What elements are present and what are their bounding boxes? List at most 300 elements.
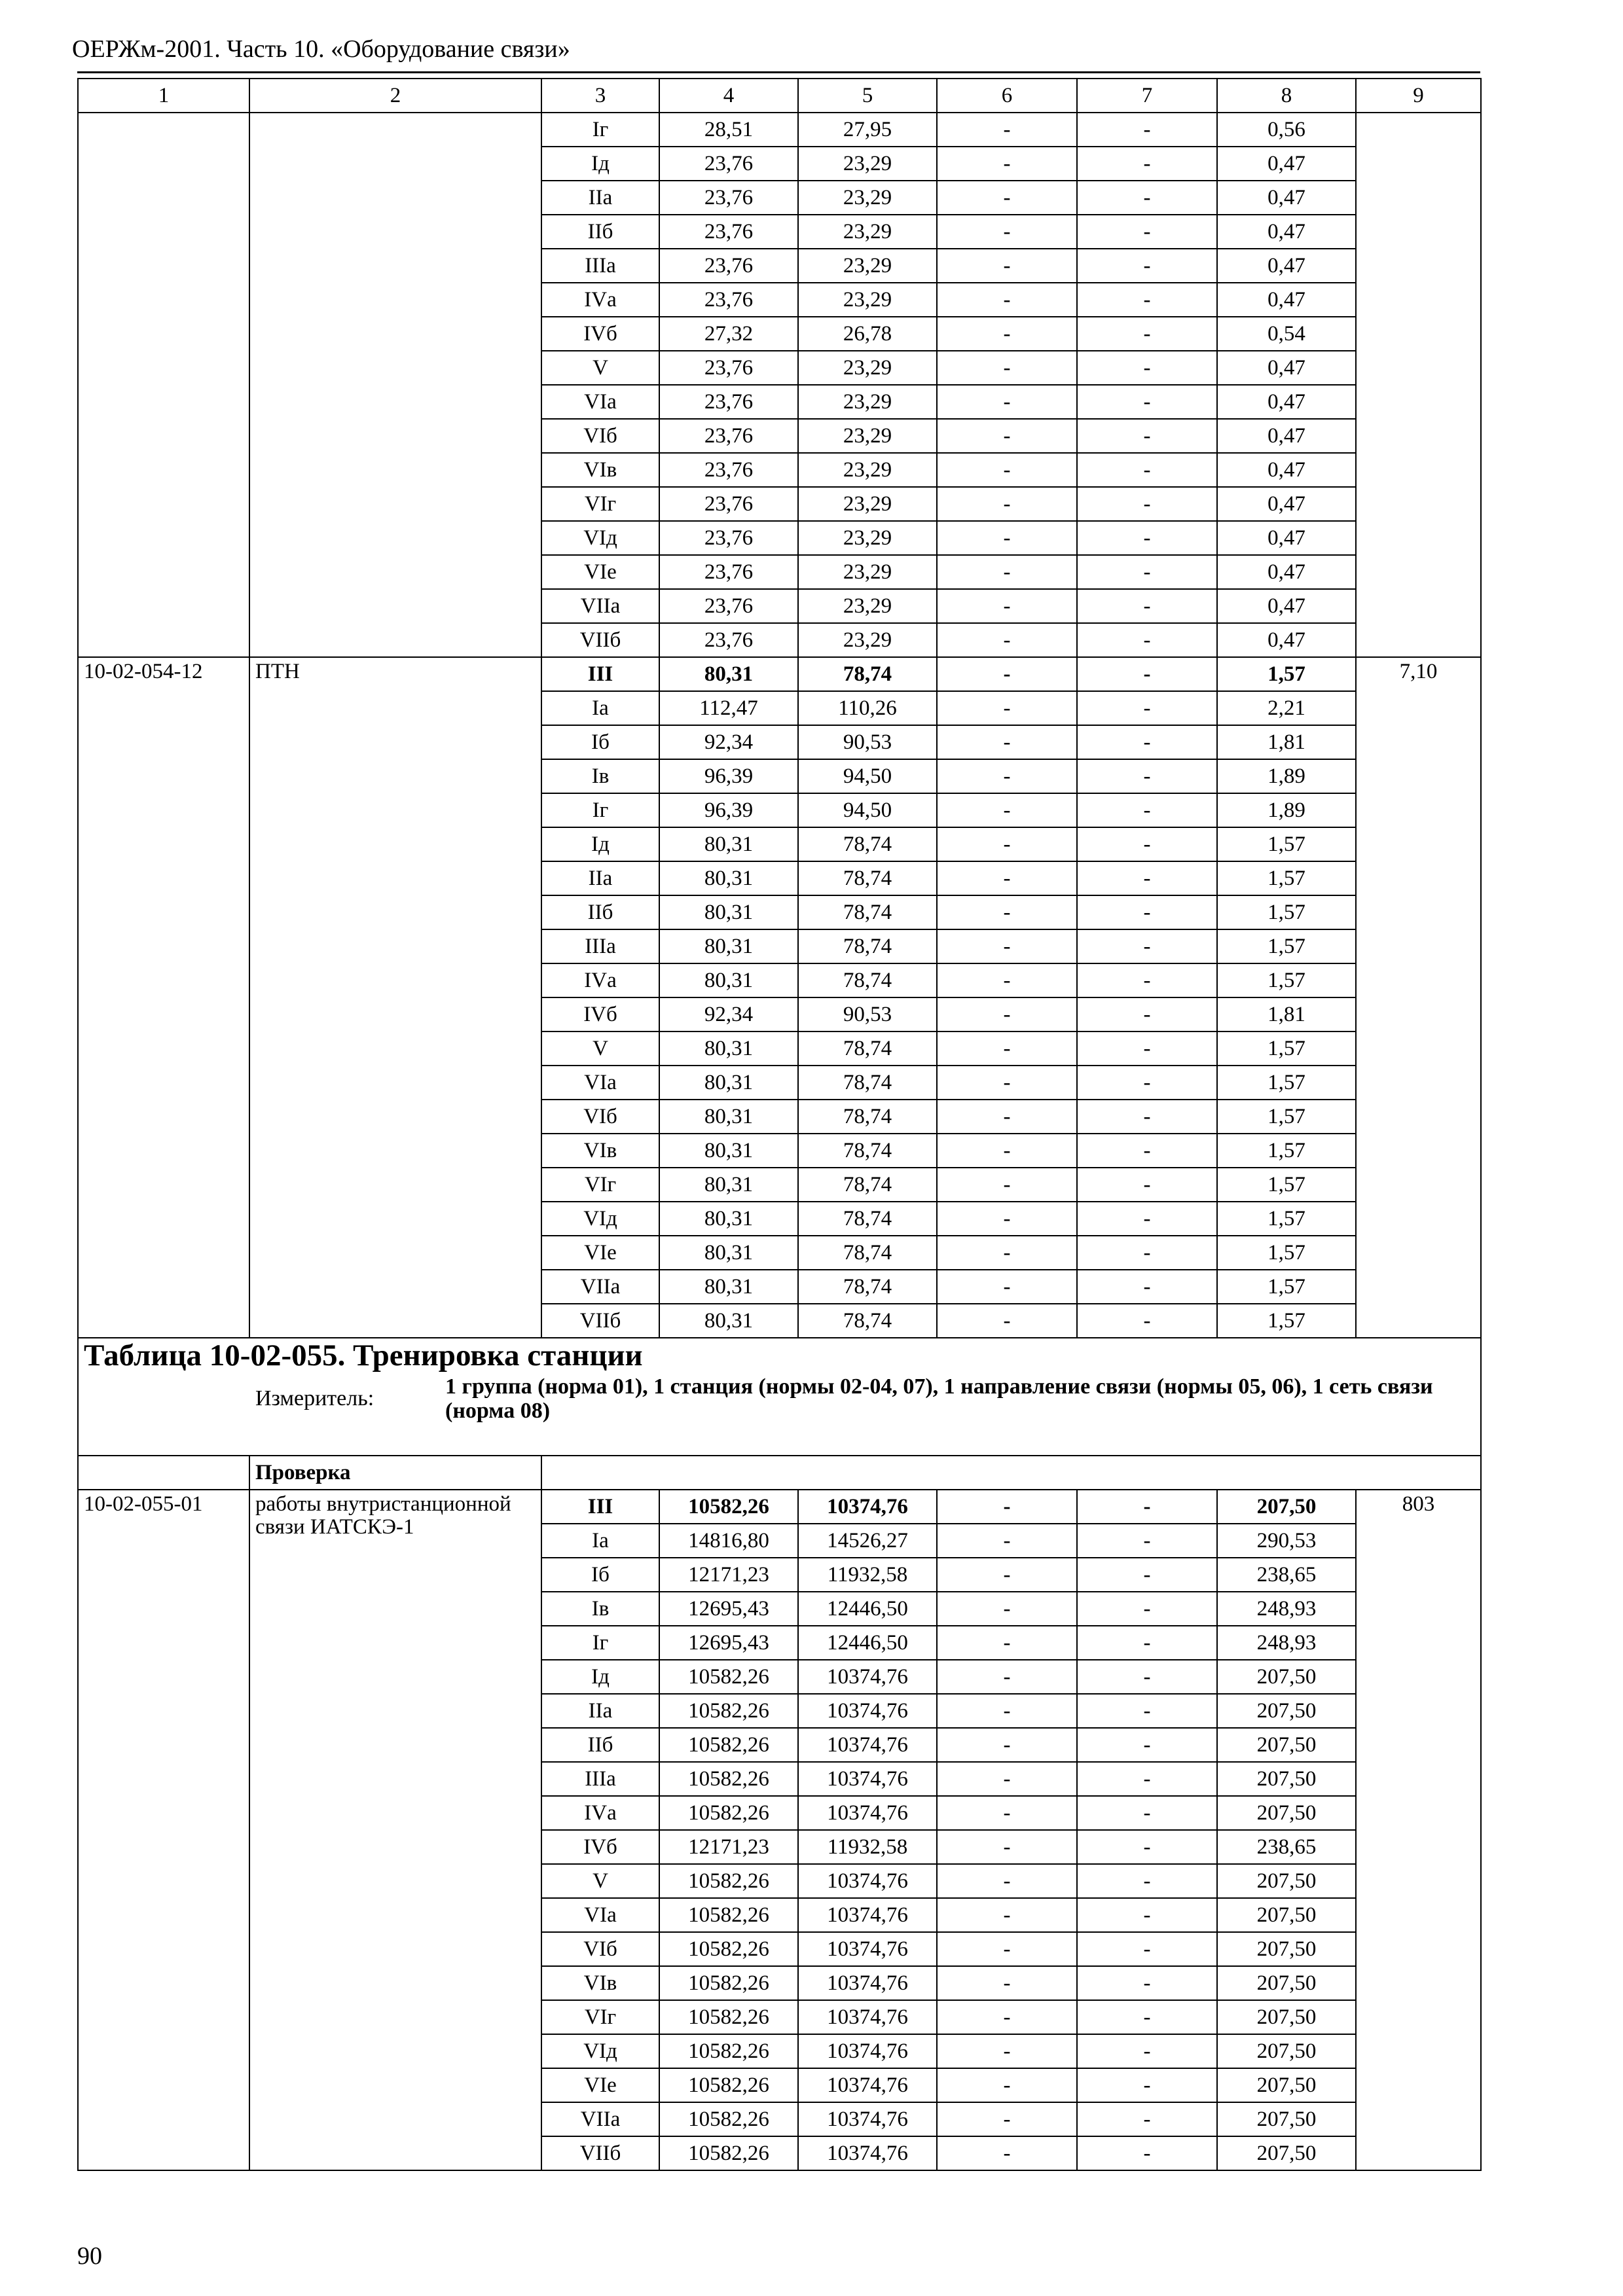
- wage-cell: 10374,76: [798, 1864, 937, 1898]
- machine-cell: -: [937, 827, 1077, 861]
- machine-cell: -: [937, 657, 1077, 691]
- materials-cell: 0,47: [1217, 623, 1356, 657]
- machine-cell: -: [937, 317, 1077, 351]
- col-number: 4: [659, 79, 798, 113]
- machine-cell: -: [937, 419, 1077, 453]
- materials-cell: 1,89: [1217, 759, 1356, 793]
- measurer-cell: [78, 1371, 1481, 1422]
- norm-name-cell: ПТН: [249, 657, 541, 1338]
- zone-cell: III: [541, 1490, 659, 1524]
- total-cost-cell: 80,31: [659, 895, 798, 929]
- total-cost-cell: 80,31: [659, 657, 798, 691]
- operator-wage-cell: -: [1077, 827, 1217, 861]
- total-cost-cell: 92,34: [659, 725, 798, 759]
- table-row: [78, 657, 1481, 691]
- wage-cell: 11932,58: [798, 1830, 937, 1864]
- total-cost-cell: 96,39: [659, 759, 798, 793]
- materials-cell: 207,50: [1217, 1490, 1356, 1524]
- zone-cell: VIб: [541, 1932, 659, 1966]
- machine-cell: -: [937, 691, 1077, 725]
- operator-wage-cell: -: [1077, 1898, 1217, 1932]
- zone-cell: IIа: [541, 1694, 659, 1728]
- materials-cell: 1,57: [1217, 1066, 1356, 1100]
- header-rule: [77, 71, 1480, 73]
- zone-cell: VIв: [541, 1134, 659, 1168]
- total-cost-cell: 23,76: [659, 215, 798, 249]
- materials-cell: 0,47: [1217, 181, 1356, 215]
- column-number-row: [78, 79, 1481, 113]
- materials-cell: 207,50: [1217, 1796, 1356, 1830]
- measurer-label: Измеритель:: [255, 1386, 374, 1410]
- wage-cell: 78,74: [798, 1270, 937, 1304]
- operator-wage-cell: -: [1077, 1524, 1217, 1558]
- zone-cell: V: [541, 351, 659, 385]
- machine-cell: -: [937, 1898, 1077, 1932]
- wage-cell: 78,74: [798, 895, 937, 929]
- materials-cell: 1,81: [1217, 997, 1356, 1031]
- materials-cell: 1,81: [1217, 725, 1356, 759]
- zone-cell: IVа: [541, 1796, 659, 1830]
- machine-cell: -: [937, 623, 1077, 657]
- materials-cell: 0,47: [1217, 555, 1356, 589]
- operator-wage-cell: -: [1077, 1592, 1217, 1626]
- operator-wage-cell: -: [1077, 589, 1217, 623]
- total-cost-cell: 12171,23: [659, 1830, 798, 1864]
- machine-cell: -: [937, 487, 1077, 521]
- operator-wage-cell: -: [1077, 113, 1217, 147]
- operator-wage-cell: -: [1077, 419, 1217, 453]
- total-cost-cell: 23,76: [659, 521, 798, 555]
- machine-cell: -: [937, 963, 1077, 997]
- materials-cell: 207,50: [1217, 1932, 1356, 1966]
- total-cost-cell: 80,31: [659, 1270, 798, 1304]
- materials-cell: 207,50: [1217, 2102, 1356, 2136]
- rates-table: [77, 78, 1482, 2171]
- wage-cell: 11932,58: [798, 1558, 937, 1592]
- wage-cell: 23,29: [798, 385, 937, 419]
- materials-cell: 0,47: [1217, 589, 1356, 623]
- wage-cell: 10374,76: [798, 1762, 937, 1796]
- operator-wage-cell: -: [1077, 555, 1217, 589]
- machine-cell: -: [937, 2034, 1077, 2068]
- table-title: Таблица 10-02-055. Тренировка станции: [84, 1338, 643, 1372]
- materials-cell: 207,50: [1217, 1898, 1356, 1932]
- operator-wage-cell: -: [1077, 249, 1217, 283]
- machine-cell: -: [937, 1966, 1077, 2000]
- wage-cell: 78,74: [798, 861, 937, 895]
- operator-wage-cell: -: [1077, 1066, 1217, 1100]
- materials-cell: 238,65: [1217, 1830, 1356, 1864]
- total-cost-cell: 23,76: [659, 385, 798, 419]
- zone-cell: VIIа: [541, 1270, 659, 1304]
- wage-cell: 12446,50: [798, 1626, 937, 1660]
- wage-cell: 23,29: [798, 249, 937, 283]
- wage-cell: 78,74: [798, 1100, 937, 1134]
- materials-cell: 207,50: [1217, 2068, 1356, 2102]
- materials-cell: 207,50: [1217, 2136, 1356, 2170]
- zone-cell: VIд: [541, 1202, 659, 1236]
- materials-cell: 0,47: [1217, 215, 1356, 249]
- operator-wage-cell: -: [1077, 1864, 1217, 1898]
- operator-wage-cell: -: [1077, 1168, 1217, 1202]
- col-number: 7: [1077, 79, 1217, 113]
- wage-cell: 78,74: [798, 1304, 937, 1338]
- machine-cell: -: [937, 1066, 1077, 1100]
- materials-cell: 1,57: [1217, 1270, 1356, 1304]
- zone-cell: VIа: [541, 1898, 659, 1932]
- total-cost-cell: 80,31: [659, 1304, 798, 1338]
- wage-cell: 78,74: [798, 1202, 937, 1236]
- zone-cell: IIб: [541, 895, 659, 929]
- zone-cell: IIа: [541, 181, 659, 215]
- operator-wage-cell: -: [1077, 725, 1217, 759]
- zone-cell: IIIа: [541, 929, 659, 963]
- operator-wage-cell: -: [1077, 2000, 1217, 2034]
- total-cost-cell: 23,76: [659, 249, 798, 283]
- total-cost-cell: 80,31: [659, 963, 798, 997]
- operator-wage-cell: -: [1077, 1031, 1217, 1066]
- operator-wage-cell: -: [1077, 657, 1217, 691]
- wage-cell: 10374,76: [798, 1660, 937, 1694]
- machine-cell: -: [937, 1304, 1077, 1338]
- machine-cell: -: [937, 215, 1077, 249]
- operator-wage-cell: -: [1077, 929, 1217, 963]
- col-number: 5: [798, 79, 937, 113]
- zone-cell: Iб: [541, 725, 659, 759]
- total-cost-cell: 10582,26: [659, 1660, 798, 1694]
- operator-wage-cell: -: [1077, 691, 1217, 725]
- zone-cell: VIе: [541, 1236, 659, 1270]
- materials-cell: 0,47: [1217, 419, 1356, 453]
- zone-cell: Iб: [541, 1558, 659, 1592]
- norm-name-cell: [249, 113, 541, 657]
- total-cost-cell: 23,76: [659, 147, 798, 181]
- operator-wage-cell: -: [1077, 351, 1217, 385]
- operator-wage-cell: -: [1077, 1694, 1217, 1728]
- table-title-cell: [78, 1338, 1481, 1371]
- subheading-cell: Проверка: [249, 1456, 541, 1490]
- total-cost-cell: 23,76: [659, 181, 798, 215]
- labor-cell: 803: [1356, 1490, 1481, 2170]
- zone-cell: VIе: [541, 555, 659, 589]
- zone-cell: VIIб: [541, 2136, 659, 2170]
- wage-cell: 23,29: [798, 147, 937, 181]
- wage-cell: 78,74: [798, 827, 937, 861]
- total-cost-cell: 112,47: [659, 691, 798, 725]
- materials-cell: 1,57: [1217, 1134, 1356, 1168]
- machine-cell: -: [937, 113, 1077, 147]
- machine-cell: -: [937, 895, 1077, 929]
- total-cost-cell: 23,76: [659, 351, 798, 385]
- wage-cell: 10374,76: [798, 2068, 937, 2102]
- wage-cell: 10374,76: [798, 1796, 937, 1830]
- materials-cell: 207,50: [1217, 1728, 1356, 1762]
- machine-cell: -: [937, 1202, 1077, 1236]
- zone-cell: IVб: [541, 1830, 659, 1864]
- zone-cell: Iа: [541, 691, 659, 725]
- col-number: 1: [78, 79, 249, 113]
- machine-cell: -: [937, 589, 1077, 623]
- zone-cell: V: [541, 1864, 659, 1898]
- wage-cell: 23,29: [798, 555, 937, 589]
- col-number: 9: [1356, 79, 1481, 113]
- materials-cell: 1,57: [1217, 895, 1356, 929]
- zone-cell: VIв: [541, 453, 659, 487]
- materials-cell: 0,47: [1217, 351, 1356, 385]
- total-cost-cell: 10582,26: [659, 1864, 798, 1898]
- machine-cell: -: [937, 1796, 1077, 1830]
- operator-wage-cell: -: [1077, 147, 1217, 181]
- total-cost-cell: 92,34: [659, 997, 798, 1031]
- materials-cell: 1,57: [1217, 657, 1356, 691]
- rates-table-container: [77, 78, 1480, 2171]
- total-cost-cell: 80,31: [659, 1134, 798, 1168]
- materials-cell: 1,57: [1217, 861, 1356, 895]
- zone-cell: IIа: [541, 861, 659, 895]
- labor-cell: [1356, 113, 1481, 657]
- operator-wage-cell: -: [1077, 759, 1217, 793]
- materials-cell: 238,65: [1217, 1558, 1356, 1592]
- operator-wage-cell: -: [1077, 1728, 1217, 1762]
- operator-wage-cell: -: [1077, 1796, 1217, 1830]
- col-number: 2: [249, 79, 541, 113]
- machine-cell: -: [937, 1524, 1077, 1558]
- total-cost-cell: 23,76: [659, 623, 798, 657]
- machine-cell: -: [937, 1932, 1077, 1966]
- operator-wage-cell: -: [1077, 1762, 1217, 1796]
- page-number: 90: [77, 2242, 102, 2270]
- zone-cell: VIв: [541, 1966, 659, 2000]
- operator-wage-cell: -: [1077, 1626, 1217, 1660]
- wage-cell: 23,29: [798, 419, 937, 453]
- total-cost-cell: 23,76: [659, 283, 798, 317]
- total-cost-cell: 10582,26: [659, 1762, 798, 1796]
- machine-cell: -: [937, 929, 1077, 963]
- machine-cell: -: [937, 793, 1077, 827]
- machine-cell: -: [937, 521, 1077, 555]
- operator-wage-cell: -: [1077, 1660, 1217, 1694]
- wage-cell: 12446,50: [798, 1592, 937, 1626]
- total-cost-cell: 10582,26: [659, 2068, 798, 2102]
- total-cost-cell: 10582,26: [659, 2136, 798, 2170]
- zone-cell: IVб: [541, 317, 659, 351]
- total-cost-cell: 10582,26: [659, 1796, 798, 1830]
- materials-cell: 0,47: [1217, 521, 1356, 555]
- machine-cell: -: [937, 351, 1077, 385]
- operator-wage-cell: -: [1077, 895, 1217, 929]
- wage-cell: 23,29: [798, 623, 937, 657]
- materials-cell: 207,50: [1217, 2000, 1356, 2034]
- machine-cell: -: [937, 1762, 1077, 1796]
- machine-cell: -: [937, 2068, 1077, 2102]
- total-cost-cell: 80,31: [659, 1031, 798, 1066]
- zone-cell: VIе: [541, 2068, 659, 2102]
- operator-wage-cell: -: [1077, 317, 1217, 351]
- rates-table-body: [78, 79, 1481, 2170]
- total-cost-cell: 10582,26: [659, 1966, 798, 2000]
- machine-cell: -: [937, 385, 1077, 419]
- machine-cell: -: [937, 1270, 1077, 1304]
- total-cost-cell: 23,76: [659, 419, 798, 453]
- total-cost-cell: 80,31: [659, 1066, 798, 1100]
- total-cost-cell: 23,76: [659, 453, 798, 487]
- machine-cell: -: [937, 861, 1077, 895]
- materials-cell: 207,50: [1217, 1966, 1356, 2000]
- wage-cell: 78,74: [798, 929, 937, 963]
- materials-cell: 1,57: [1217, 827, 1356, 861]
- wage-cell: 23,29: [798, 181, 937, 215]
- zone-cell: V: [541, 1031, 659, 1066]
- subheading-row: [78, 1456, 1481, 1490]
- operator-wage-cell: -: [1077, 521, 1217, 555]
- zone-cell: IIIа: [541, 1762, 659, 1796]
- materials-cell: 0,47: [1217, 147, 1356, 181]
- total-cost-cell: 80,31: [659, 861, 798, 895]
- total-cost-cell: 14816,80: [659, 1524, 798, 1558]
- wage-cell: 78,74: [798, 1134, 937, 1168]
- materials-cell: 1,57: [1217, 1304, 1356, 1338]
- total-cost-cell: 10582,26: [659, 1694, 798, 1728]
- total-cost-cell: 10582,26: [659, 2102, 798, 2136]
- wage-cell: 10374,76: [798, 1966, 937, 2000]
- materials-cell: 1,57: [1217, 1202, 1356, 1236]
- operator-wage-cell: -: [1077, 215, 1217, 249]
- wage-cell: 94,50: [798, 759, 937, 793]
- total-cost-cell: 80,31: [659, 1168, 798, 1202]
- wage-cell: 10374,76: [798, 1728, 937, 1762]
- operator-wage-cell: -: [1077, 181, 1217, 215]
- norm-code-cell: 10-02-055-01: [78, 1490, 249, 2170]
- materials-cell: 207,50: [1217, 1694, 1356, 1728]
- wage-cell: 78,74: [798, 1236, 937, 1270]
- total-cost-cell: 12695,43: [659, 1626, 798, 1660]
- operator-wage-cell: -: [1077, 793, 1217, 827]
- machine-cell: -: [937, 2136, 1077, 2170]
- operator-wage-cell: -: [1077, 1100, 1217, 1134]
- wage-cell: 23,29: [798, 283, 937, 317]
- zone-cell: Iв: [541, 1592, 659, 1626]
- wage-cell: 14526,27: [798, 1524, 937, 1558]
- wage-cell: 10374,76: [798, 1898, 937, 1932]
- machine-cell: -: [937, 1236, 1077, 1270]
- measurer-row: [78, 1371, 1481, 1422]
- running-header: ОЕРЖм-2001. Часть 10. «Оборудование связи»: [72, 35, 570, 63]
- zone-cell: VIа: [541, 1066, 659, 1100]
- zone-cell: VIг: [541, 487, 659, 521]
- norm-code-cell: [78, 1456, 249, 1490]
- blank-cell: [541, 1456, 1481, 1490]
- wage-cell: 10374,76: [798, 2102, 937, 2136]
- materials-cell: 1,57: [1217, 1031, 1356, 1066]
- zone-cell: VIа: [541, 385, 659, 419]
- total-cost-cell: 28,51: [659, 113, 798, 147]
- zone-cell: IIб: [541, 215, 659, 249]
- zone-cell: Iд: [541, 1660, 659, 1694]
- col-number: 8: [1217, 79, 1356, 113]
- total-cost-cell: 80,31: [659, 1100, 798, 1134]
- zone-cell: IIб: [541, 1728, 659, 1762]
- wage-cell: 78,74: [798, 1168, 937, 1202]
- zone-cell: Iа: [541, 1524, 659, 1558]
- col-number: 3: [541, 79, 659, 113]
- measurer-value: 1 группа (норма 01), 1 станция (нормы 02-04, 07), 1 направление связи (нормы 05, 06), 1 сеть связи (норма 08): [445, 1374, 1433, 1423]
- zone-cell: VIд: [541, 2034, 659, 2068]
- zone-cell: VIIб: [541, 1304, 659, 1338]
- zone-cell: IVб: [541, 997, 659, 1031]
- wage-cell: 90,53: [798, 725, 937, 759]
- total-cost-cell: 23,76: [659, 487, 798, 521]
- zone-cell: VIIа: [541, 589, 659, 623]
- total-cost-cell: 96,39: [659, 793, 798, 827]
- wage-cell: 78,74: [798, 963, 937, 997]
- total-cost-cell: 10582,26: [659, 2034, 798, 2068]
- materials-cell: 1,57: [1217, 929, 1356, 963]
- operator-wage-cell: -: [1077, 623, 1217, 657]
- wage-cell: 78,74: [798, 1066, 937, 1100]
- operator-wage-cell: -: [1077, 1134, 1217, 1168]
- machine-cell: -: [937, 1592, 1077, 1626]
- total-cost-cell: 12171,23: [659, 1558, 798, 1592]
- zone-cell: III: [541, 657, 659, 691]
- machine-cell: -: [937, 1490, 1077, 1524]
- zone-cell: VIд: [541, 521, 659, 555]
- total-cost-cell: 80,31: [659, 929, 798, 963]
- materials-cell: 1,57: [1217, 1100, 1356, 1134]
- machine-cell: -: [937, 725, 1077, 759]
- operator-wage-cell: -: [1077, 1490, 1217, 1524]
- operator-wage-cell: -: [1077, 997, 1217, 1031]
- materials-cell: 0,56: [1217, 113, 1356, 147]
- machine-cell: -: [937, 1728, 1077, 1762]
- materials-cell: 0,47: [1217, 487, 1356, 521]
- wage-cell: 90,53: [798, 997, 937, 1031]
- operator-wage-cell: -: [1077, 1932, 1217, 1966]
- total-cost-cell: 27,32: [659, 317, 798, 351]
- machine-cell: -: [937, 1626, 1077, 1660]
- total-cost-cell: 80,31: [659, 1236, 798, 1270]
- materials-cell: 207,50: [1217, 2034, 1356, 2068]
- operator-wage-cell: -: [1077, 487, 1217, 521]
- wage-cell: 10374,76: [798, 2000, 937, 2034]
- operator-wage-cell: -: [1077, 1304, 1217, 1338]
- total-cost-cell: 80,31: [659, 1202, 798, 1236]
- total-cost-cell: 10582,26: [659, 1728, 798, 1762]
- total-cost-cell: 10582,26: [659, 2000, 798, 2034]
- operator-wage-cell: -: [1077, 2068, 1217, 2102]
- zone-cell: Iг: [541, 793, 659, 827]
- wage-cell: 10374,76: [798, 1694, 937, 1728]
- operator-wage-cell: -: [1077, 2136, 1217, 2170]
- wage-cell: 10374,76: [798, 2136, 937, 2170]
- machine-cell: -: [937, 2000, 1077, 2034]
- spacer-cell: [78, 1422, 1481, 1456]
- zone-cell: IIIа: [541, 249, 659, 283]
- machine-cell: -: [937, 453, 1077, 487]
- materials-cell: 0,47: [1217, 453, 1356, 487]
- materials-cell: 0,47: [1217, 283, 1356, 317]
- operator-wage-cell: -: [1077, 2102, 1217, 2136]
- zone-cell: IVа: [541, 283, 659, 317]
- wage-cell: 23,29: [798, 453, 937, 487]
- norm-name-cell: работы внутристанционной связи ИАТСКЭ-1: [249, 1490, 541, 2170]
- materials-cell: 207,50: [1217, 1762, 1356, 1796]
- materials-cell: 207,50: [1217, 1660, 1356, 1694]
- table-row: [78, 113, 1481, 147]
- materials-cell: 0,47: [1217, 385, 1356, 419]
- machine-cell: -: [937, 1558, 1077, 1592]
- wage-cell: 94,50: [798, 793, 937, 827]
- machine-cell: -: [937, 759, 1077, 793]
